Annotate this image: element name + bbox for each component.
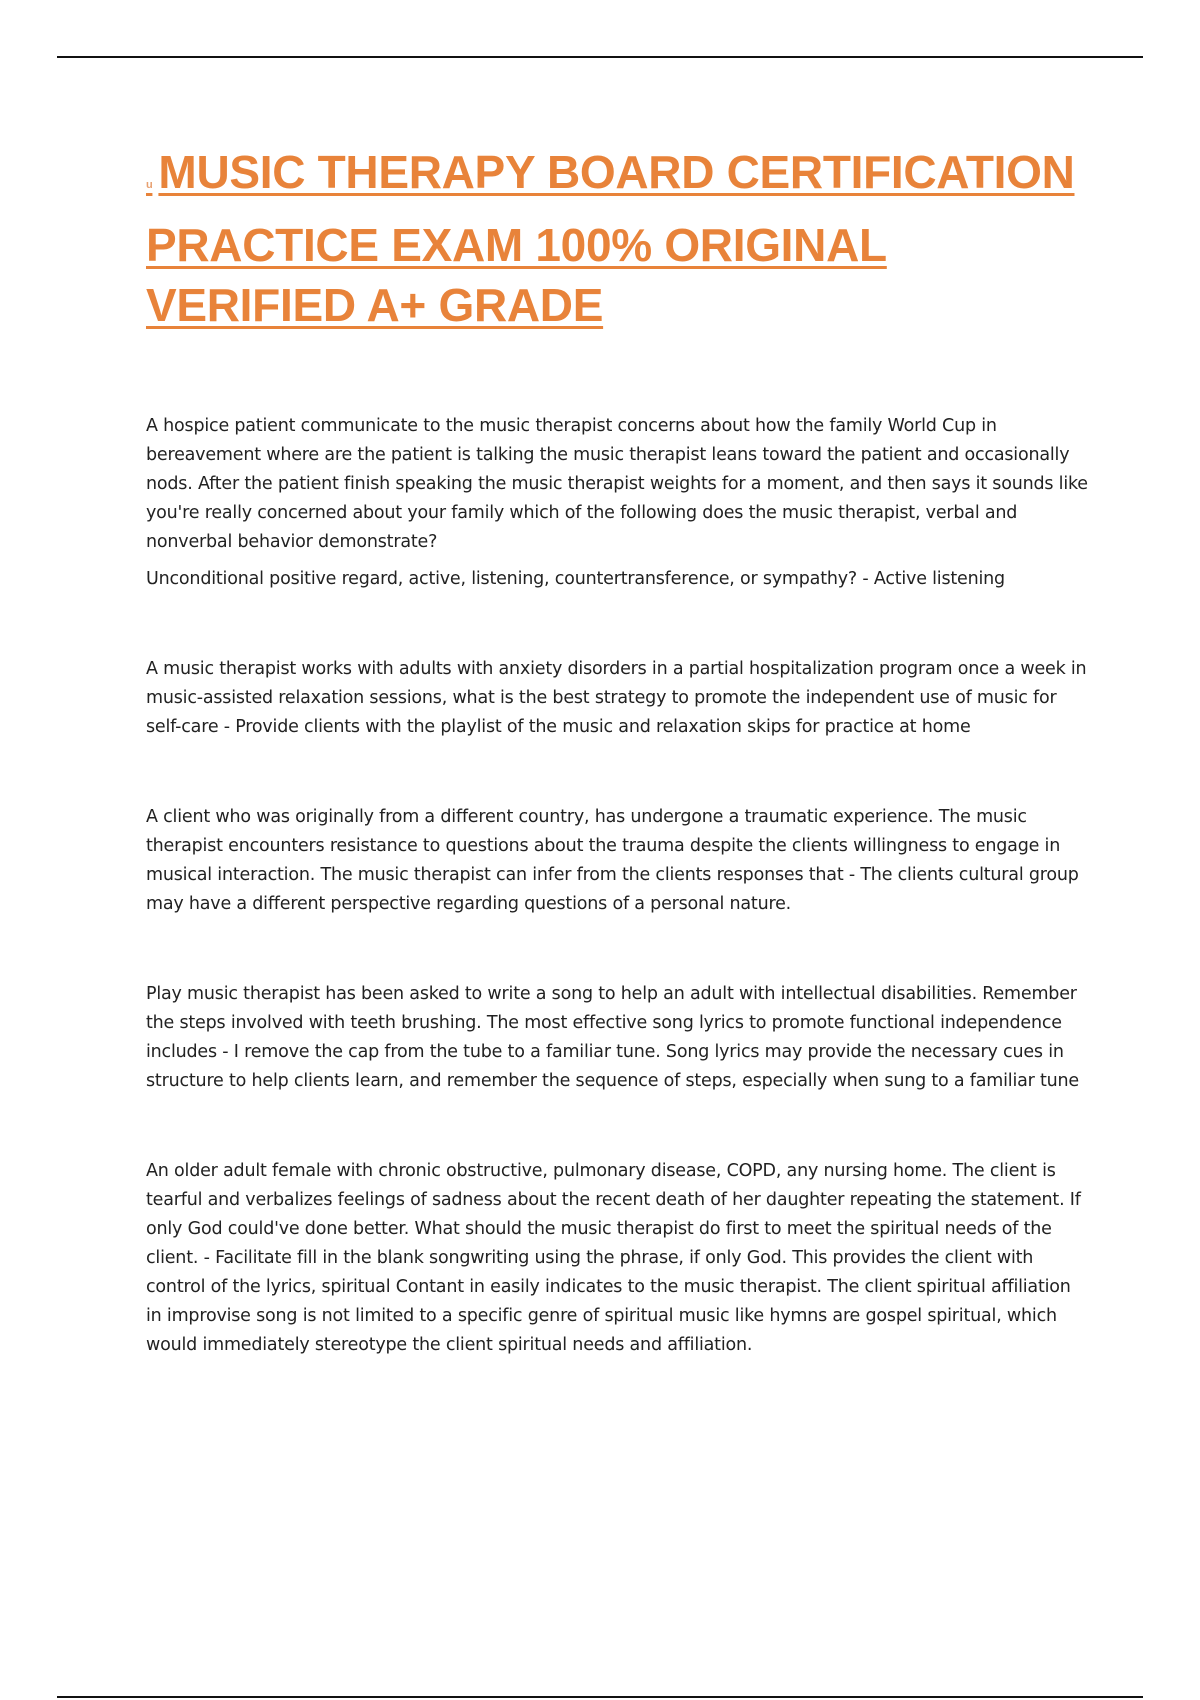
document-title-text: MUSIC THERAPY BOARD CERTIFICATION PRACTICE EXAM 100% ORIGINAL VERIFIED A+ GRADE	[146, 146, 1075, 331]
answer-active-listening: Unconditional positive regard, active, listening, countertransference, or sympathy? - Active listening	[146, 569, 1005, 589]
title-block	[146, 142, 1086, 335]
bottom-divider	[57, 1696, 1143, 1698]
document-body	[146, 412, 1090, 1360]
title-mark: u	[146, 179, 153, 191]
document-title	[146, 142, 1086, 335]
question-anxiety-relaxation: A music therapist works with adults with anxiety disorders in a partial hospitalization program once a week in music-assisted relaxation sessions, what is the best strategy to promote the independent use of music for self-care - Provide clients with the playlist of the music and relaxation skips for practice at home	[146, 659, 1087, 737]
question-cultural-trauma: A client who was originally from a different country, has undergone a traumatic experience. The music therapist encounters resistance to questions about the trauma despite the clients willingness to engage in musical interaction. The music therapist can infer from the clients responses that - The clients cultural group may have a different perspective regarding questions of a personal nature.	[146, 807, 1079, 914]
question-hospice: A hospice patient communicate to the music therapist concerns about how the family World Cup in bereavement where are the patient is talking the music therapist leans toward the patient and occasionally nods. After the patient finish speaking the music therapist weights for a moment, and then says it sounds like you're really concerned about your family which of the following does the music therapist, verbal and nonverbal behavior demonstrate?	[146, 416, 1088, 552]
top-divider	[57, 56, 1143, 58]
question-copd-spiritual: An older adult female with chronic obstructive, pulmonary disease, COPD, any nursing home. The client is tearful and verbalizes feelings of sadness about the recent death of her daughter repeating the statement. If only God could've done better. What should the music therapist do first to meet the spiritual needs of the client. - Facilitate fill in the blank songwriting using the phrase, if only God. This provides the client with control of the lyrics, spiritual Contant in easily indicates to the music therapist. The client spiritual affiliation in improvise song is not limited to a specific genre of spiritual music like hymns are gospel spiritual, which would immediately stereotype the client spiritual needs and affiliation.	[146, 1161, 1081, 1355]
question-teeth-brushing-song: Play music therapist has been asked to write a song to help an adult with intellectual disabilities. Remember the steps involved with teeth brushing. The most effective song lyrics to promote functional independence includes - I remove the cap from the tube to a familiar tune. Song lyrics may provide the necessary cues in structure to help clients learn, and remember the sequence of steps, especially when sung to a familiar tune	[146, 984, 1079, 1091]
